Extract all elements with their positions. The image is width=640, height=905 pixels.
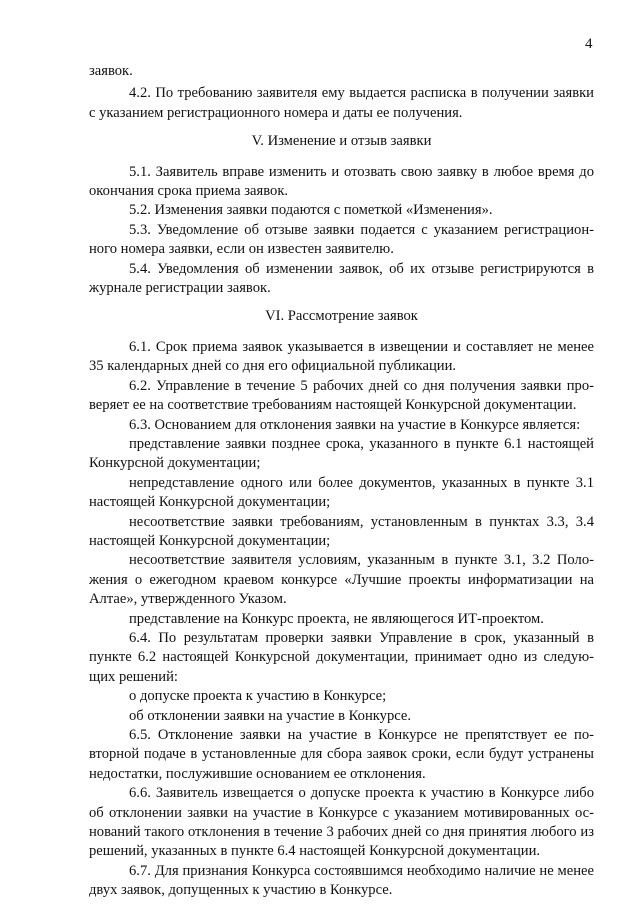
paragraph-5-4: 5.4. Уведомления об изменении заявок, об их отзыве регистрируются в журнале регистрации заявок. — [89, 260, 594, 297]
paragraph-6-5: 6.5. Отклонение заявки на участие в Конкурсе не препятствует ее повторной подаче в установленные для сбора заявок сроки, если будут устранены недостатки, послужившие основанием ее отклонения. — [89, 727, 594, 782]
paragraph-6-3-item-d: несоответствие заявителя условиям, указанным в пункте 3.1, 3.2 Положения о ежегодном краевом конкурсе «Лучшие проекты информатизации на Алтае», утвержденного Указом. — [89, 552, 594, 608]
paragraph-6-3: 6.3. Основанием для отклонения заявки на участие в Конкурсе является: — [129, 416, 581, 433]
paragraph-6-6: 6.6. Заявитель извещается о допуске проекта к участию в Конкурсе либо об отклонении заявки на участие в Конкурсе с указанием мотивированных оснований такого отклонения в течение 3 рабочих дней со дня принятия любого из решений, указанных в пункте 6.4 настоящей Конкурсной документации. — [89, 785, 594, 860]
paragraph-6-3-item-c: несоответствие заявки требованиям, установленным в пунктах 3.3, 3.4 настоящей Конкурсной документации; — [89, 513, 594, 549]
paragraph-6-4-item-b: об отклонении заявки на участие в Конкурсе. — [129, 707, 412, 724]
paragraph-5-3: 5.3. Уведомление об отзыве заявки подается с указанием регистрационного номера заявки, если он известен заявителю. — [89, 221, 594, 258]
intro-fragment: заявок. — [89, 63, 133, 79]
section-v-title: V. Изменение и отзыв заявки — [251, 133, 432, 150]
paragraph-6-7: 6.7. Для признания Конкурса состоявшимся необходимо наличие не менее двух заявок, допущенных к участию в Конкурсе. — [89, 862, 594, 899]
paragraph-6-1: 6.1. Срок приема заявок указывается в извещении и составляет не менее 35 календарных дней со дня его официальной публикации. — [89, 338, 594, 375]
paragraph-4-2: 4.2. По требованию заявителя ему выдается расписка в получении заявки с указанием регистрационного номера и даты ее получения. — [89, 85, 594, 121]
paragraph-6-4-item-a: о допуске проекта к участию в Конкурсе; — [129, 688, 387, 705]
section-vi-title: VI. Рассмотрение заявок — [265, 308, 418, 325]
paragraph-6-3-item-e: представление на Конкурс проекта, не являющегося ИТ-проектом. — [129, 610, 544, 627]
paragraph-5-2: 5.2. Изменения заявки подаются с пометкой «Изменения». — [129, 202, 493, 219]
paragraph-6-3-item-b: непредставление одного или более документов, указанных в пункте 3.1 настоящей Конкурсной документации; — [89, 474, 594, 511]
paragraph-5-1: 5.1. Заявитель вправе изменить и отозвать свою заявку в любое время до окончания срока приема заявок. — [89, 163, 594, 200]
paragraph-6-4: 6.4. По результатам проверки заявки Управление в срок, указанный в пункте 6.2 настоящей Конкурсной документации, принимает одно из следующих решений: — [89, 629, 594, 685]
page-number: 4 — [585, 36, 593, 52]
paragraph-6-3-item-a: представление заявки позднее срока, указанного в пункте 6.1 настоящей Конкурсной документации; — [89, 435, 594, 472]
document-body — [89, 62, 594, 901]
paragraph-6-2: 6.2. Управление в течение 5 рабочих дней со дня получения заявки проверяет ее на соответствие требованиям настоящей Конкурсной документации. — [89, 377, 594, 414]
